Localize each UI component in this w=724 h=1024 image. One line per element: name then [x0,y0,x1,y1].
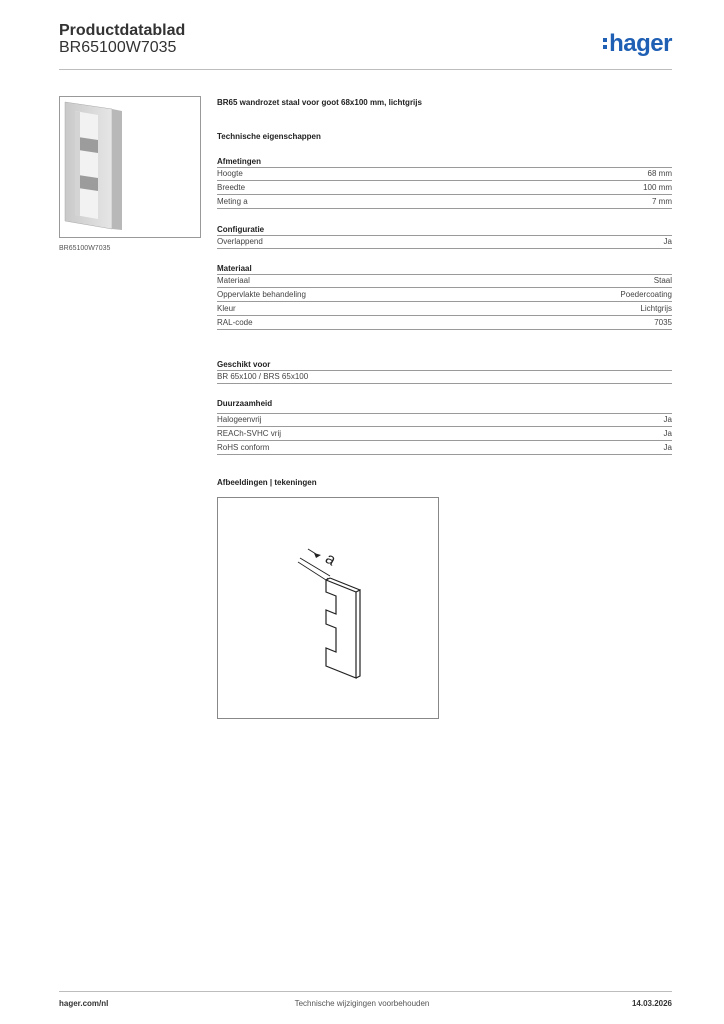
spec-table-dimensions [217,167,672,209]
footer-divider [59,991,672,992]
footer-website-link[interactable]: hager.com/nl [59,999,109,1008]
spec-table-configuration [217,235,672,249]
footer-notice: Technische wijzigingen voorbehouden [294,999,430,1008]
table-row: Breedte 100 mm [217,181,672,195]
drawings-heading: Afbeeldingen | tekeningen [217,478,317,487]
spec-table-material [217,274,672,330]
table-row: REACh-SVHC vrij Ja [217,427,672,441]
dimension-drawing-icon [218,498,438,718]
table-row: Materiaal Staal [217,274,672,288]
table-row: Halogeenvrij Ja [217,413,672,427]
table-row: Oppervlakte behandeling Poedercoating [217,288,672,302]
table-row: Overlappend Ja [217,235,672,249]
section-title: Configuratie [217,225,265,234]
table-row: RoHS conform Ja [217,441,672,455]
section-title: Duurzaamheid [217,399,273,408]
dimension-drawing [217,497,439,719]
product-description: BR65 wandrozet staal voor goot 68x100 mm, lichtgrijs [217,98,422,107]
section-title: Materiaal [217,264,252,273]
product-code: BR65100W7035 [59,39,177,56]
logo-dots-icon [603,38,607,52]
table-row: Hoogte 68 mm [217,167,672,181]
page-title: Productdatablad [59,22,186,39]
cover-plate-photo-icon [60,97,200,237]
header-divider [59,69,672,70]
section-title: Afmetingen [217,157,261,166]
technical-heading: Technische eigenschappen [217,132,321,141]
dimension-label: a [322,550,339,570]
product-image [59,96,201,238]
table-row: RAL-code 7035 [217,316,672,330]
table-row: Kleur Lichtgrijs [217,302,672,316]
table-row: Meting a 7 mm [217,195,672,209]
section-title: Geschikt voor [217,360,271,369]
hager-logo: hager [603,30,672,58]
spec-table-sustainability [217,413,672,455]
image-caption: BR65100W7035 [59,245,111,252]
table-row: BR 65x100 / BRS 65x100 [217,370,672,384]
footer-date: 14.03.2026 [631,999,672,1008]
spec-table-suitable-for [217,370,672,384]
